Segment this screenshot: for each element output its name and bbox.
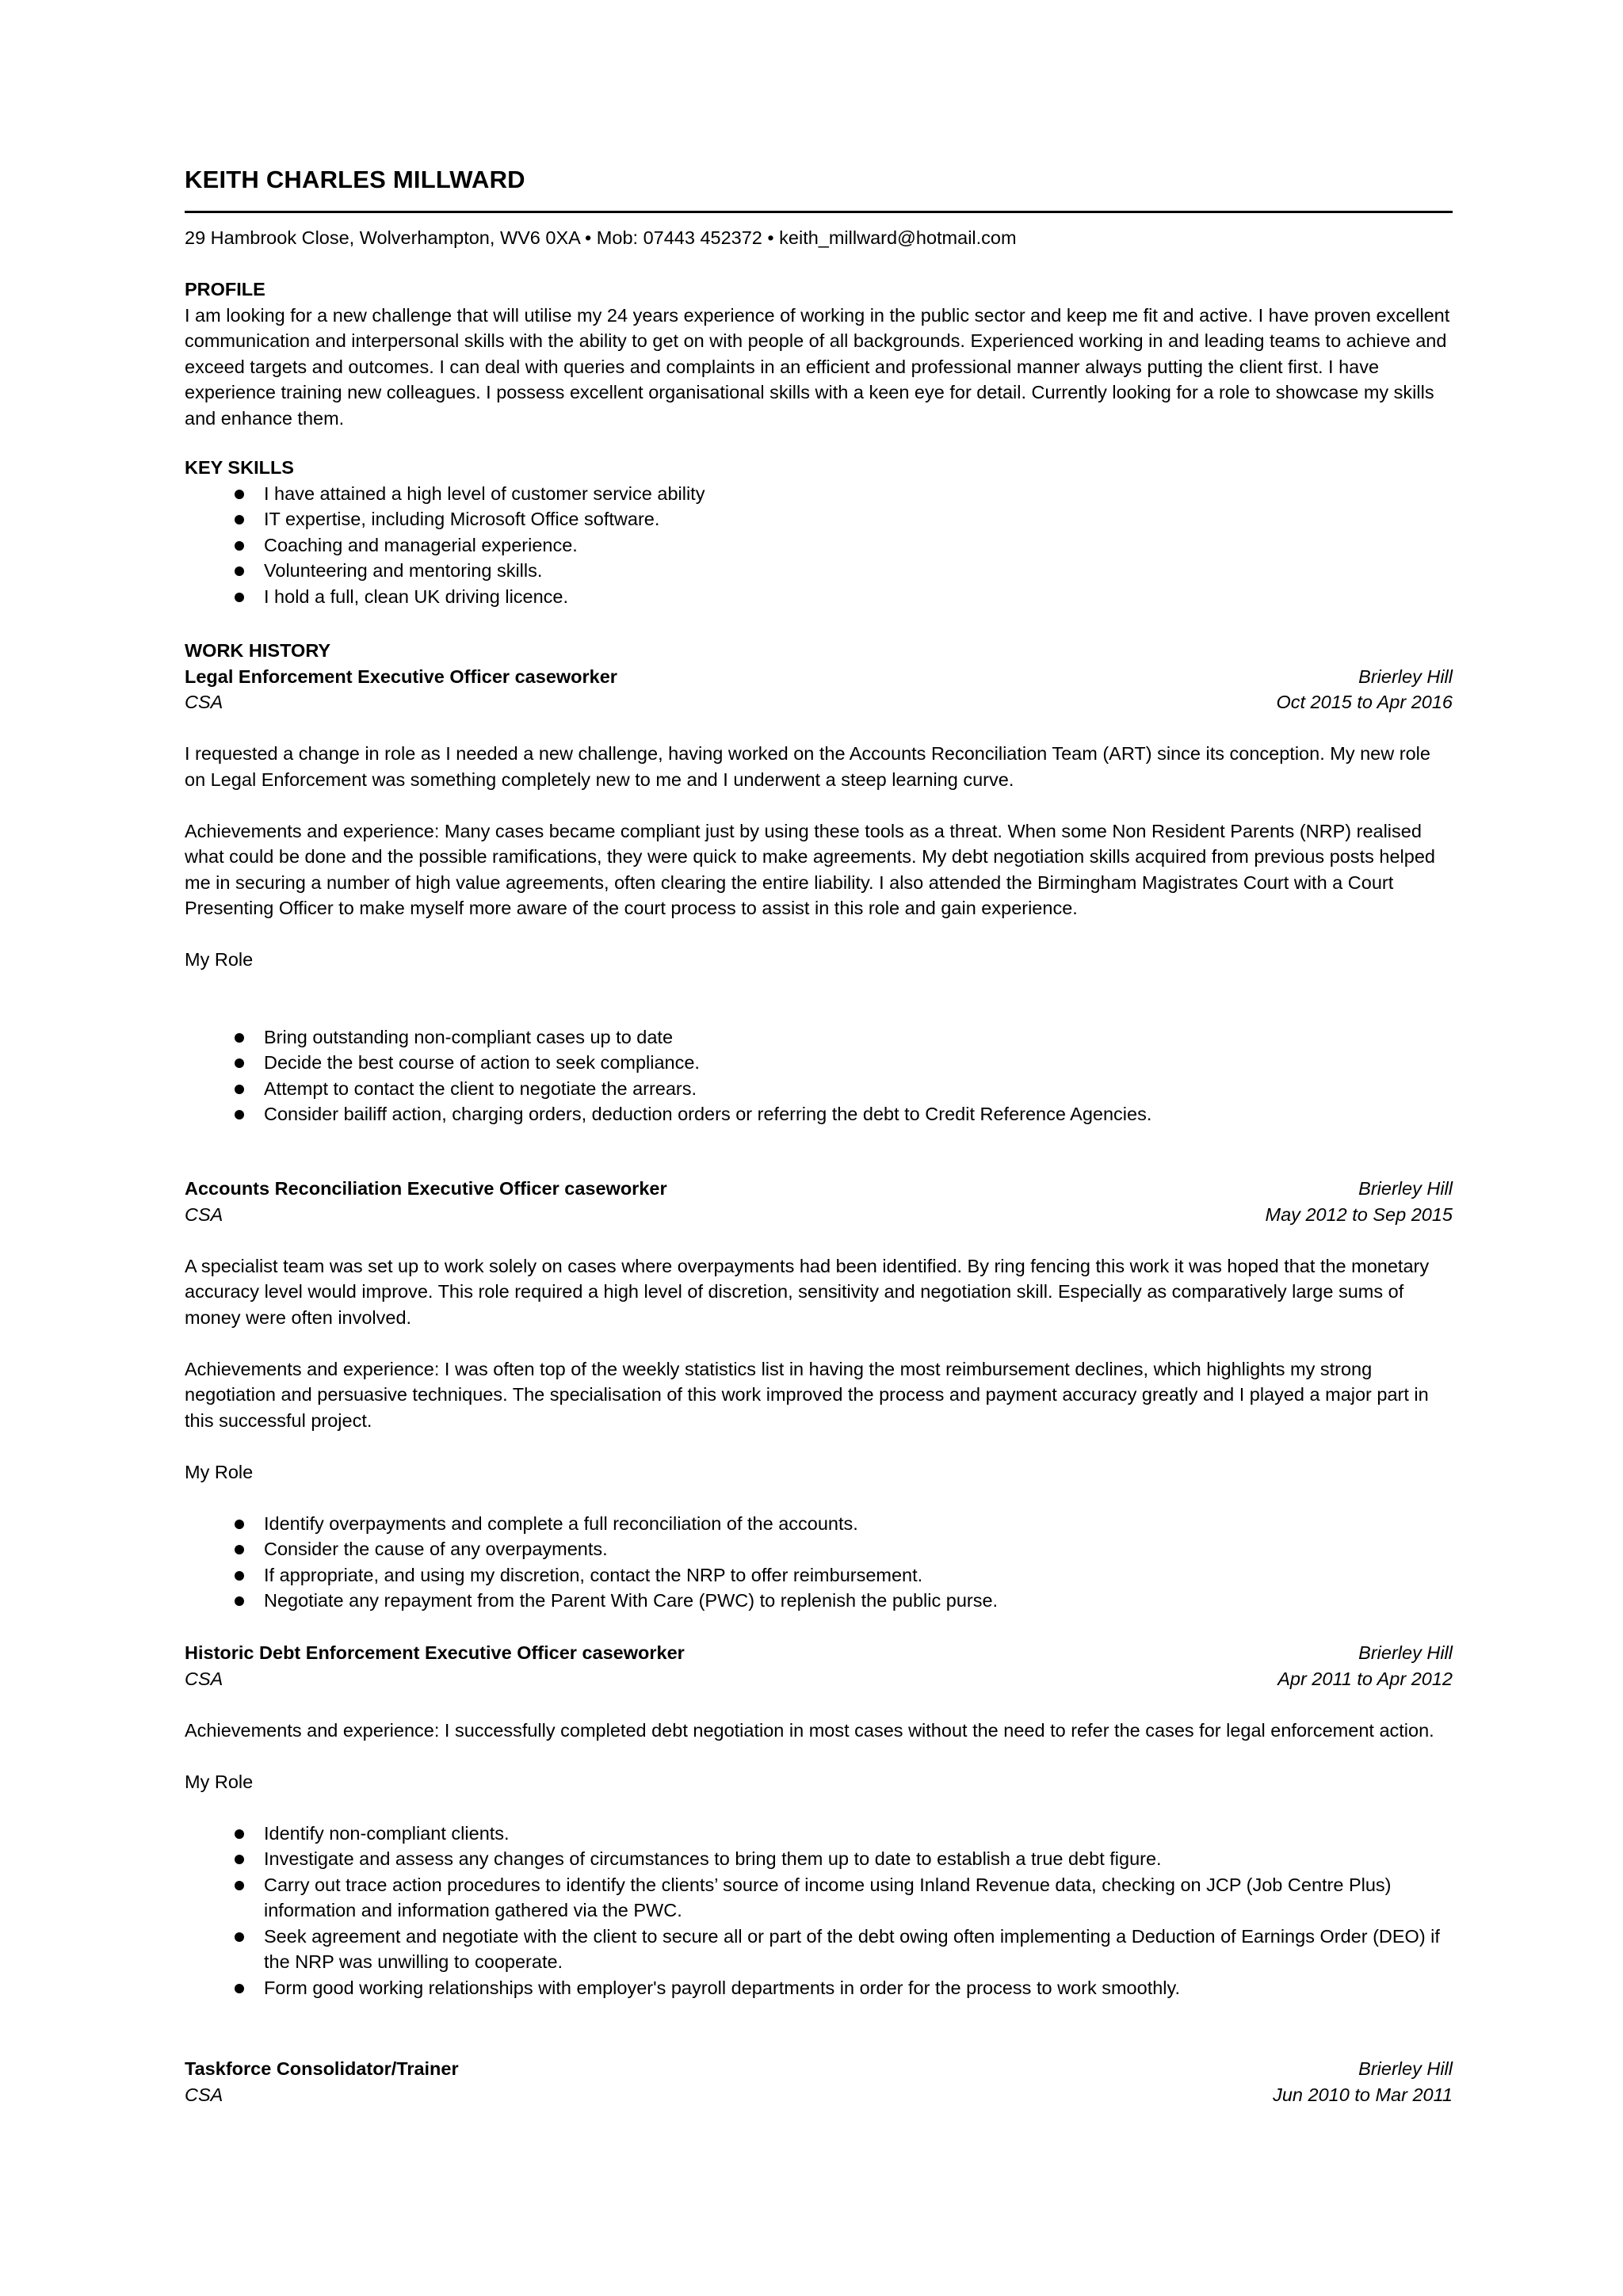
work-history-heading: WORK HISTORY: [185, 640, 331, 661]
job-title-row: [185, 1640, 1453, 1666]
job-employer-row: [185, 689, 1453, 715]
role-item: Form good working relationships with employer's payroll departments in order for the process to work smoothly.: [185, 1975, 1453, 2001]
skill-item: Coaching and managerial experience.: [185, 532, 1453, 559]
job-role-list: [185, 1024, 1453, 1127]
job-entry: [185, 1176, 1453, 1614]
job-intro: A specialist team was set up to work solely on cases where overpayments had been identified. By ring fencing this work it was hoped that the monetary accuracy level would improve. This role required a high level of discretion, sensitivity and negotiation skill. Especially as comparatively large sums of money were often involved.: [185, 1255, 1430, 1328]
contact-line: 29 Hambrook Close, Wolverhampton, WV6 0XA • Mob: 07443 452372 • keith_millward@hotmail.com: [185, 227, 1017, 248]
job-employer: CSA: [185, 1668, 223, 1689]
job-dates: Jun 2010 to Mar 2011: [1273, 2084, 1453, 2105]
skills-list: [185, 481, 1453, 610]
role-item: Seek agreement and negotiate with the client to secure all or part of the debt owing often implementing a Deduction of Earnings Order (DEO) if the NRP was unwilling to cooperate.: [185, 1924, 1453, 1975]
job-location: Brierley Hill: [1358, 1642, 1453, 1663]
job-dates: May 2012 to Sep 2015: [1265, 1203, 1453, 1225]
job-title-row: [185, 2056, 1453, 2082]
job-role-list: [185, 1821, 1453, 2001]
job-employer-row: [185, 2082, 1453, 2108]
role-item: Negotiate any repayment from the Parent With Care (PWC) to replenish the public purse.: [185, 1588, 1453, 1614]
job-title: Taskforce Consolidator/Trainer: [185, 2058, 459, 2079]
job-role-label: My Role: [185, 1461, 254, 1482]
role-item: Carry out trace action procedures to identify the clients’ source of income using Inland Revenue data, checking on JCP (Job Centre Plus) information and information gathered via the PWC.: [185, 1872, 1453, 1924]
skills-section: [185, 455, 1453, 609]
job-employer: CSA: [185, 2084, 223, 2105]
role-item: Investigate and assess any changes of circumstances to bring them up to date to establish a true debt figure.: [185, 1846, 1453, 1872]
job-title: Legal Enforcement Executive Officer caseworker: [185, 666, 617, 687]
job-achievements: Achievements and experience: I successfully completed debt negotiation in most cases without the need to refer the cases for legal enforcement action.: [185, 1719, 1434, 1741]
candidate-name: KEITH CHARLES MILLWARD: [185, 166, 525, 193]
role-item: Bring outstanding non-compliant cases up to date: [185, 1024, 1453, 1051]
skill-item: Volunteering and mentoring skills.: [185, 558, 1453, 584]
role-item: Decide the best course of action to seek compliance.: [185, 1050, 1453, 1076]
skills-heading: KEY SKILLS: [185, 457, 294, 478]
role-item: If appropriate, and using my discretion, contact the NRP to offer reimbursement.: [185, 1562, 1453, 1589]
job-employer: CSA: [185, 1203, 223, 1225]
role-item: Attempt to contact the client to negotiate the arrears.: [185, 1076, 1453, 1102]
job-title-row: [185, 1176, 1453, 1202]
job-employer-row: [185, 1202, 1453, 1228]
job-title: Historic Debt Enforcement Executive Officer caseworker: [185, 1642, 685, 1663]
role-item: Identify overpayments and complete a full reconciliation of the accounts.: [185, 1511, 1453, 1537]
role-item: Consider bailiff action, charging orders, deduction orders or referring the debt to Credit Reference Agencies.: [185, 1101, 1453, 1127]
profile-heading: PROFILE: [185, 279, 265, 299]
job-location: Brierley Hill: [1358, 2058, 1453, 2079]
skill-item: I have attained a high level of customer service ability: [185, 481, 1453, 507]
job-employer-row: [185, 1666, 1453, 1692]
job-location: Brierley Hill: [1358, 666, 1453, 687]
job-entry: [185, 1640, 1453, 2000]
profile-section: [185, 277, 1453, 431]
role-item: Consider the cause of any overpayments.: [185, 1536, 1453, 1562]
job-role-label: My Role: [185, 949, 254, 970]
job-entry: [185, 2056, 1453, 2107]
job-achievements: Achievements and experience: I was often top of the weekly statistics list in having the most reimbursement declines, which highlights my strong negotiation and persuasive techniques. The specialisation of this work improved the process and payment accuracy greatly and I played a major part in this successful project.: [185, 1358, 1429, 1431]
job-title: Accounts Reconciliation Executive Officer caseworker: [185, 1178, 667, 1199]
role-item: Identify non-compliant clients.: [185, 1821, 1453, 1847]
job-dates: Oct 2015 to Apr 2016: [1276, 692, 1453, 712]
header-divider: [185, 211, 1453, 213]
profile-text: I am looking for a new challenge that will utilise my 24 years experience of working in the public sector and keep me fit and active. I have proven excellent communication and interpersonal skills with the ability to get on with people of all backgrounds. Experienced working in and leading teams to achieve and exceed targets and outcomes. I can deal with queries and complaints in an efficient and professional manner always putting the client first. I have experience training new colleagues. I possess excellent organisational skills with a keen eye for detail. Currently looking for a role to showcase my skills and enhance them.: [185, 304, 1450, 429]
job-role-list: [185, 1511, 1453, 1614]
job-title-row: [185, 664, 1453, 690]
job-employer: CSA: [185, 692, 223, 712]
job-dates: Apr 2011 to Apr 2012: [1277, 1668, 1453, 1689]
job-intro: I requested a change in role as I needed a new challenge, having worked on the Accounts Reconciliation Team (ART) since its conception. My new role on Legal Enforcement was something completely new to me and I underwent a steep learning curve.: [185, 743, 1430, 790]
job-achievements: Achievements and experience: Many cases became compliant just by using these tools as a threat. When some Non Resident Parents (NRP) realised what could be done and the possible ramifications, they were quick to make agreements. My debt negotiation skills acquired from previous posts helped me in securing a number of high value agreements, often clearing the entire liability. I also attended the Birmingham Magistrates Court with a Court Presenting Officer to make myself more aware of the court process to assist in this role and gain experience.: [185, 820, 1435, 918]
job-role-label: My Role: [185, 1771, 254, 1792]
skill-item: I hold a full, clean UK driving licence.: [185, 584, 1453, 610]
skill-item: IT expertise, including Microsoft Office software.: [185, 506, 1453, 532]
work-history-section: [185, 638, 1453, 1127]
job-location: Brierley Hill: [1358, 1178, 1453, 1199]
